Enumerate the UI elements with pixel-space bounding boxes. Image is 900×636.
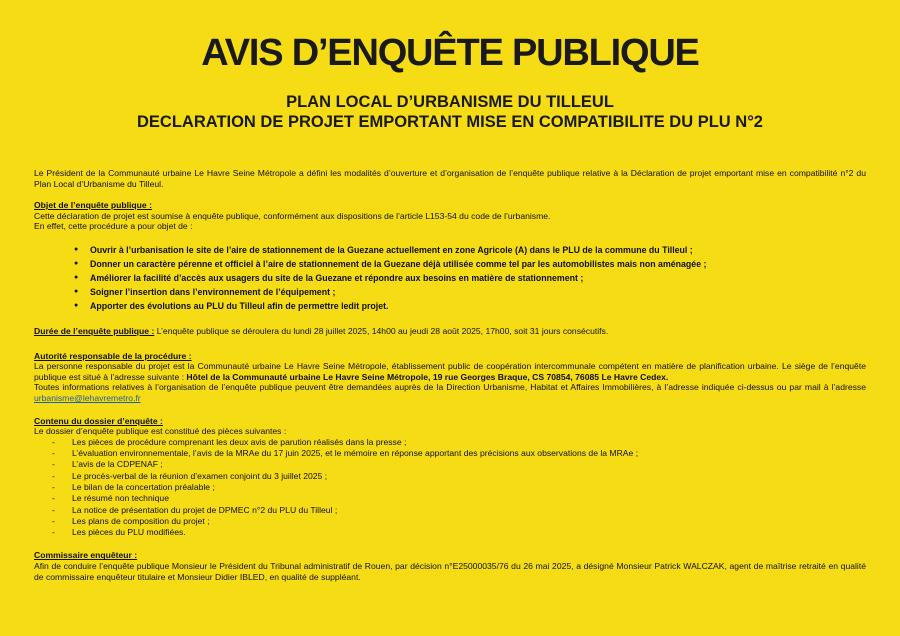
subtitle xyxy=(34,92,866,132)
objet-bullet-item: ● Soigner l’insertion dans l’environnement de l’équipement ; xyxy=(90,285,866,299)
contenu-heading: Contenu du dossier d’enquête : xyxy=(34,415,163,426)
autorite-address: Hôtel de la Communauté urbaine Le Havre Seine Métropole, 19 rue Georges Braque, CS 70854, 76085 Le Havre Cedex. xyxy=(186,371,669,382)
objet-bullet-item: ● Apporter des évolutions au PLU du Tilleul afin de permettre ledit projet. xyxy=(90,299,866,313)
subtitle-line-1: PLAN LOCAL D’URBANISME DU TILLEUL xyxy=(286,93,614,111)
contenu-list-item: - L’avis de la CDPENAF ; xyxy=(72,459,866,470)
section-commissaire xyxy=(34,550,866,582)
autorite-heading: Autorité responsable de la procédure : xyxy=(34,350,192,361)
commissaire-paragraph: Afin de conduire l’enquête publique Monsieur le Président du Tribunal administratif de Rouen, par décision n°E25000035/76 du 26 mai 2025, a désigné Monsieur Patrick WALCZAK, agent de maîtrise retraité en qualité de commissaire enquêteur titulaire et Monsieur Didier IBLED, en qualité de suppléant. xyxy=(34,560,866,582)
contenu-list-item: - Le procès-verbal de la réunion d’examen conjoint du 3 juillet 2025 ; xyxy=(72,471,866,482)
section-contenu xyxy=(34,416,866,539)
duree-heading: Durée de l’enquête publique : xyxy=(34,325,155,336)
email-link[interactable]: urbanisme@lehavremetro.fr xyxy=(34,392,141,403)
section-objet xyxy=(34,200,866,313)
contenu-list-item: - Les pièces de procédure comprenant les deux avis de parution réalisés dans la presse ; xyxy=(72,437,866,448)
contenu-list xyxy=(34,437,866,539)
page-title: AVIS D’ENQUÊTE PUBLIQUE xyxy=(201,32,699,74)
contenu-list-item: - La notice de présentation du projet de DPMEC n°2 du PLU du Tilleul ; xyxy=(72,505,866,516)
autorite-paragraph-2 xyxy=(34,382,866,403)
objet-bullet-item: ● Ouvrir à l’urbanisation le site de l’aire de stationnement de la Guezane actuellement en zone Agricole (A) dans le PLU de la commune du Tilleul ; xyxy=(90,243,866,257)
duree-text: L’enquête publique se déroulera du lundi 28 juillet 2025, 14h00 au jeudi 28 août 2025, 17h00, soit 31 jours consécutifs. xyxy=(154,325,609,336)
objet-bullet-item: ● Améliorer la facilité d’accès aux usagers du site de la Guezane et répondre aux besoins en matière de stationnement ; xyxy=(90,271,866,285)
contenu-list-item: - L’évaluation environnementale, l’avis de la MRAe du 17 juin 2025, et le mémoire en réponse apportant des précisions aux observations de la MRAe ; xyxy=(72,448,866,459)
autorite-paragraph-1 xyxy=(34,361,866,382)
autorite-line-2: Toutes informations relatives à l’organisation de l’enquête publique peuvent être demandées auprès de la Direction Urbanisme, Habitat et Affaires Immobilières, à l’adresse indiquée ci-dessus ou par mail à l’adresse xyxy=(34,382,866,393)
objet-bullet-item: ● Donner un caractère pérenne et officiel à l’aire de stationnement de la Guezane déjà utilisée comme tel par les automobilistes mais non aménagée ; xyxy=(90,257,866,271)
intro-paragraph: Le Président de la Communauté urbaine Le Havre Seine Métropole a défini les modalités d’ouverture et d’organisation de l’enquête publique relative à la Déclaration de projet emportant mise en compatibilité n°2 du Plan Local d’Urbanisme du Tilleul. xyxy=(34,168,866,189)
contenu-list-item: - Le bilan de la concertation préalable ; xyxy=(72,482,866,493)
objet-line-2: En effet, cette procédure a pour objet de : xyxy=(34,221,193,232)
contenu-list-item: - Les pièces du PLU modifiées. xyxy=(72,527,866,538)
objet-heading: Objet de l’enquête publique : xyxy=(34,200,152,211)
objet-bullet-list xyxy=(34,243,866,313)
commissaire-heading: Commissaire enquêteur : xyxy=(34,550,138,561)
section-autorite xyxy=(34,351,866,404)
objet-line-1: Cette déclaration de projet est soumise à enquête publique, conformément aux dispositions de l’article L153-54 du code de l’urbanisme. xyxy=(34,210,551,221)
contenu-intro: Le dossier d’enquête publique est constitué des pièces suivantes : xyxy=(34,426,287,437)
autorite-line-1: La personne responsable du projet est la Communauté urbaine Le Havre Seine Métropole, établissement public de coopération intercommunale compétent en matière de planification urbaine. Le siège de l’enquête publique est situé à l’adresse suivante : xyxy=(34,361,866,382)
contenu-list-item: - Le résumé non technique xyxy=(72,493,866,504)
duree-paragraph xyxy=(34,326,866,337)
subtitle-line-2: DECLARATION DE PROJET EMPORTANT MISE EN COMPATIBILITE DU PLU N°2 xyxy=(137,113,763,131)
section-duree xyxy=(34,326,866,337)
contenu-list-item: - Les plans de composition du projet ; xyxy=(72,516,866,527)
